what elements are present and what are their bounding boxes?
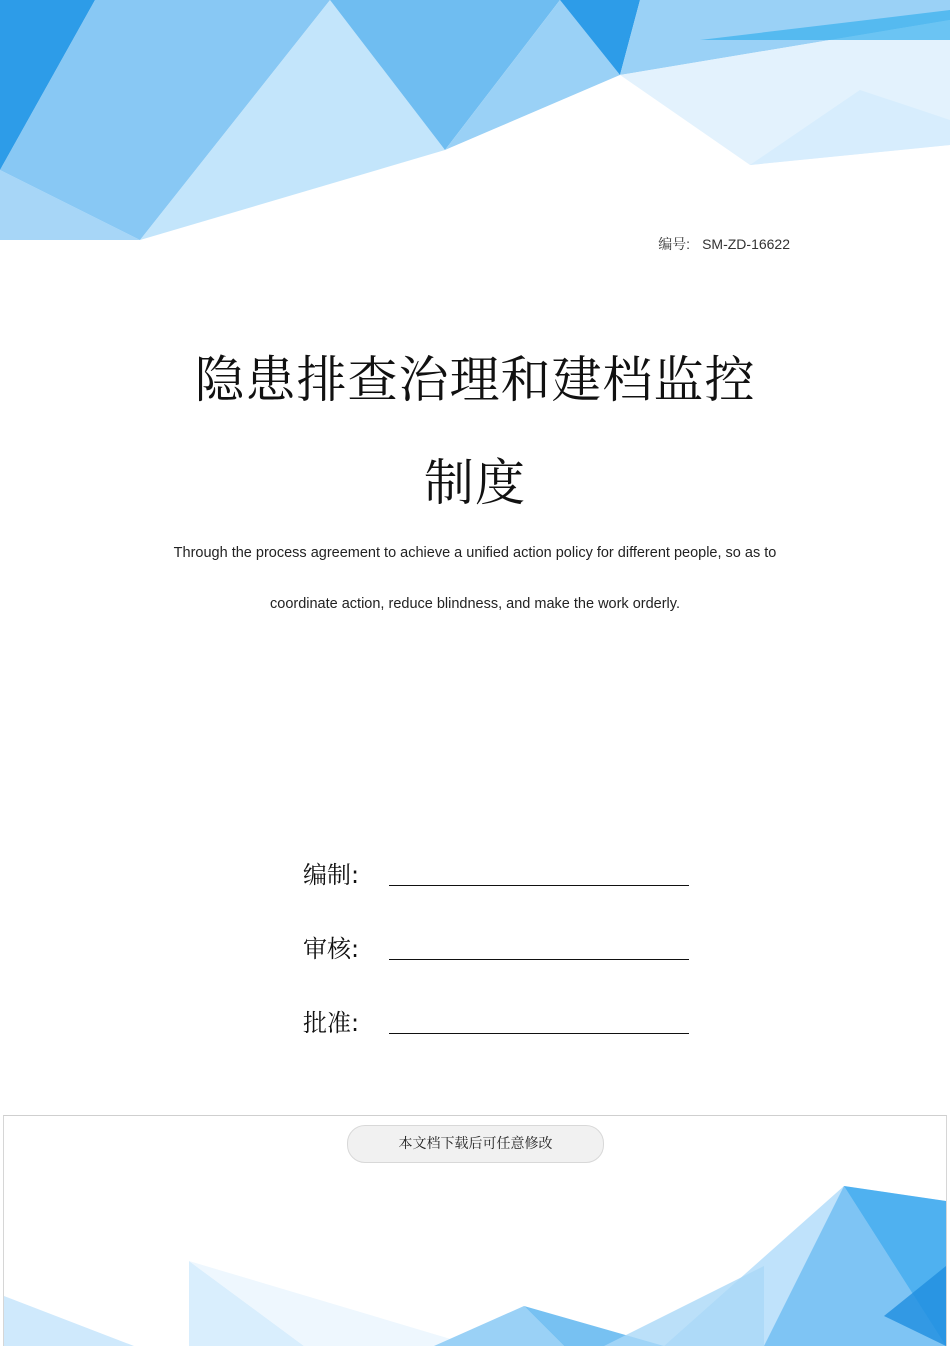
signature-label: 批准:	[303, 1009, 360, 1037]
header-decoration	[0, 0, 950, 250]
signature-row-compiled	[303, 855, 703, 895]
document-number-label: 编号:	[658, 236, 691, 252]
editable-note-badge: 本文档下载后可任意修改	[347, 1125, 604, 1163]
signature-row-approved	[303, 1003, 703, 1043]
signature-line	[389, 1033, 689, 1034]
document-title-line-1: 隐患排查治理和建档监控	[194, 351, 756, 409]
subtitle-line-1: Through the process agreement to achieve a unified action policy for different people, so as to	[173, 545, 777, 561]
document-number-value: SM-ZD-16622	[702, 236, 790, 252]
signature-line	[389, 959, 689, 960]
signature-line	[389, 885, 689, 886]
signature-label: 审核:	[303, 935, 360, 963]
signature-row-reviewed	[303, 929, 703, 969]
document-number	[658, 234, 790, 254]
document-title-line-2: 制度	[424, 454, 526, 512]
footer-panel	[3, 1115, 947, 1346]
signature-label: 编制:	[303, 861, 360, 889]
subtitle-line-2: coordinate action, reduce blindness, and make the work orderly.	[270, 596, 680, 612]
